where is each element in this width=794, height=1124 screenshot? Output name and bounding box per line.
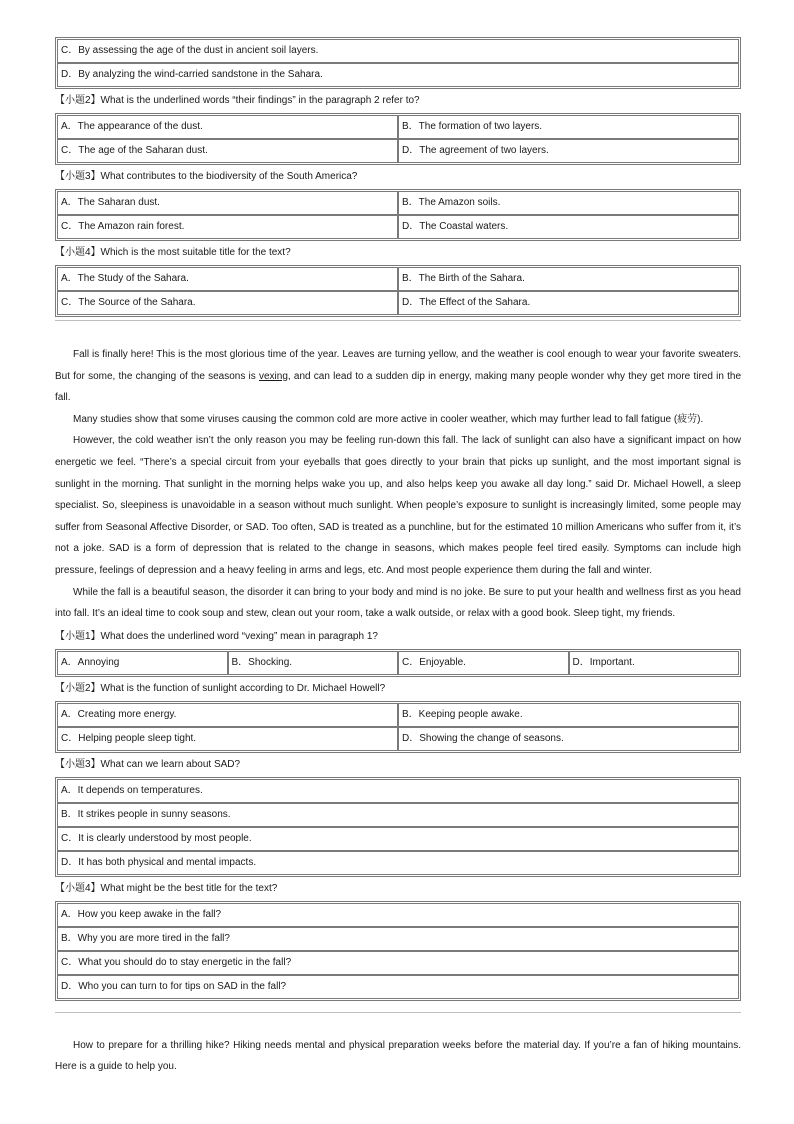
option-a[interactable]: A．How you keep awake in the fall?: [57, 903, 739, 927]
fall-q4-stem: 【小题4】What might be the best title for the text?: [55, 882, 278, 894]
top-q1-options: [55, 37, 741, 89]
option-d[interactable]: D．The Effect of the Sahara.: [398, 291, 739, 315]
fall-q2-options: [55, 701, 741, 753]
option-d[interactable]: D．It has both physical and mental impacts.: [57, 851, 739, 875]
option-c[interactable]: C．By assessing the age of the dust in ancient soil layers.: [57, 39, 739, 63]
fall-paragraph-3: However, the cold weather isn’t the only reason you may be feeling run-down this fall. The lack of sunlight can also have a significant impact on how energetic we feel. “There’s a special circuit from your eyeballs that goes directly to your brain that picks up sunlight, and the most important signal is sunlight in the morning. That sunlight in the morning helps wake you up, and also helps keep you awake all day long.” said Dr. Michael Howell, a sleep specialist. So, sleepiness is unavoidable in a season without much sunlight. When people’s exposure to sunlight is increasingly limited, some people may suffer from Seasonal Affective Disorder, or SAD. Too often, SAD is treated as a punchline, but for the estimated 10 million Americans who suffer from it, it’s not a joke. SAD is a form of depression that is related to the change in seasons, which makes people feel tired easily. Symptoms can include high pressure, feelings of depression and a heavy feeling in arms and legs, etc. And most people experience them during the fall and winter.: [55, 435, 741, 576]
option-b[interactable]: B．Keeping people awake.: [398, 703, 739, 727]
option-b[interactable]: B．The Amazon soils.: [398, 191, 739, 215]
option-a[interactable]: A．It depends on temperatures.: [57, 779, 739, 803]
option-c[interactable]: C．The Amazon rain forest.: [57, 215, 398, 239]
option-c[interactable]: C．What you should do to stay energetic in the fall?: [57, 951, 739, 975]
fall-paragraph-4: While the fall is a beautiful season, the disorder it can bring to your body and mind is no joke. Be sure to put your health and wellness first as you head into fall. It’s an ideal time to cook soup and stew, clean out your room, take a walk outside, or relax with a good book. Sleep tight, my friends.: [55, 586, 741, 620]
fall-q2-stem: 【小题2】What is the function of sunlight according to Dr. Michael Howell?: [55, 682, 386, 694]
top-q2-stem: 【小题2】What is the underlined words “their findings” in the paragraph 2 refer to?: [55, 95, 420, 106]
top-q4-options: [55, 265, 741, 317]
top-q3-stem: 【小题3】What contributes to the biodiversity of the South America?: [55, 171, 358, 182]
option-d[interactable]: D．By analyzing the wind-carried sandstone in the Sahara.: [57, 63, 739, 87]
option-d[interactable]: D．Who you can turn to for tips on SAD in the fall?: [57, 975, 739, 999]
option-c[interactable]: C．It is clearly understood by most people.: [57, 827, 739, 851]
fall-paragraph-2: Many studies show that some viruses causing the common cold are more active in cooler weather, which may further lead to fall fatigue (疲劳).: [73, 413, 704, 425]
option-c[interactable]: C．Helping people sleep tight.: [57, 727, 398, 751]
option-a[interactable]: A．The appearance of the dust.: [57, 115, 398, 139]
fall-q3-options: [55, 777, 741, 877]
fall-q1-options: [55, 649, 741, 677]
option-a[interactable]: A．The Saharan dust.: [57, 191, 398, 215]
option-b[interactable]: B．The formation of two layers.: [398, 115, 739, 139]
hike-paragraph-1: How to prepare for a thrilling hike? Hiking needs mental and physical preparation weeks before the material day. If you’re a fan of hiking mountains. Here is a guide to help you.: [55, 1039, 741, 1073]
option-b[interactable]: B．Why you are more tired in the fall?: [57, 927, 739, 951]
option-d[interactable]: D．The Coastal waters.: [398, 215, 739, 239]
fall-q4-options: [55, 901, 741, 1001]
option-d[interactable]: D．The agreement of two layers.: [398, 139, 739, 163]
option-a[interactable]: A．The Study of the Sahara.: [57, 267, 398, 291]
underlined-word-vexing: vexing: [258, 370, 288, 382]
option-b[interactable]: B．Shocking.: [228, 651, 399, 675]
top-q2-options: [55, 113, 741, 165]
option-d[interactable]: D．Showing the change of seasons.: [398, 727, 739, 751]
option-c[interactable]: C．The Source of the Sahara.: [57, 291, 398, 315]
option-a[interactable]: A．Creating more energy.: [57, 703, 398, 727]
fall-paragraph-1: Fall is finally here! This is the most glorious time of the year. Leaves are turning yellow, and the weather is cool enough to wear your favorite sweaters. But for some, the changing of the seasons is vexing, and can lead to a sudden dip in energy, making many people wonder why they get more tired in the fall.: [55, 349, 741, 404]
fall-q3-stem: 【小题3】What can we learn about SAD?: [55, 758, 241, 770]
option-a[interactable]: A．Annoying: [57, 651, 228, 675]
fall-q1-stem: 【小题1】What does the underlined word “vexing” mean in paragraph 1?: [55, 630, 378, 642]
option-b[interactable]: B．It strikes people in sunny seasons.: [57, 803, 739, 827]
top-q4-stem: 【小题4】Which is the most suitable title for the text?: [55, 247, 291, 258]
option-d[interactable]: D．Important.: [569, 651, 740, 675]
option-c[interactable]: C．Enjoyable.: [398, 651, 569, 675]
exam-page: [55, 37, 741, 1078]
option-c[interactable]: C．The age of the Saharan dust.: [57, 139, 398, 163]
option-b[interactable]: B．The Birth of the Sahara.: [398, 267, 739, 291]
top-q3-options: [55, 189, 741, 241]
